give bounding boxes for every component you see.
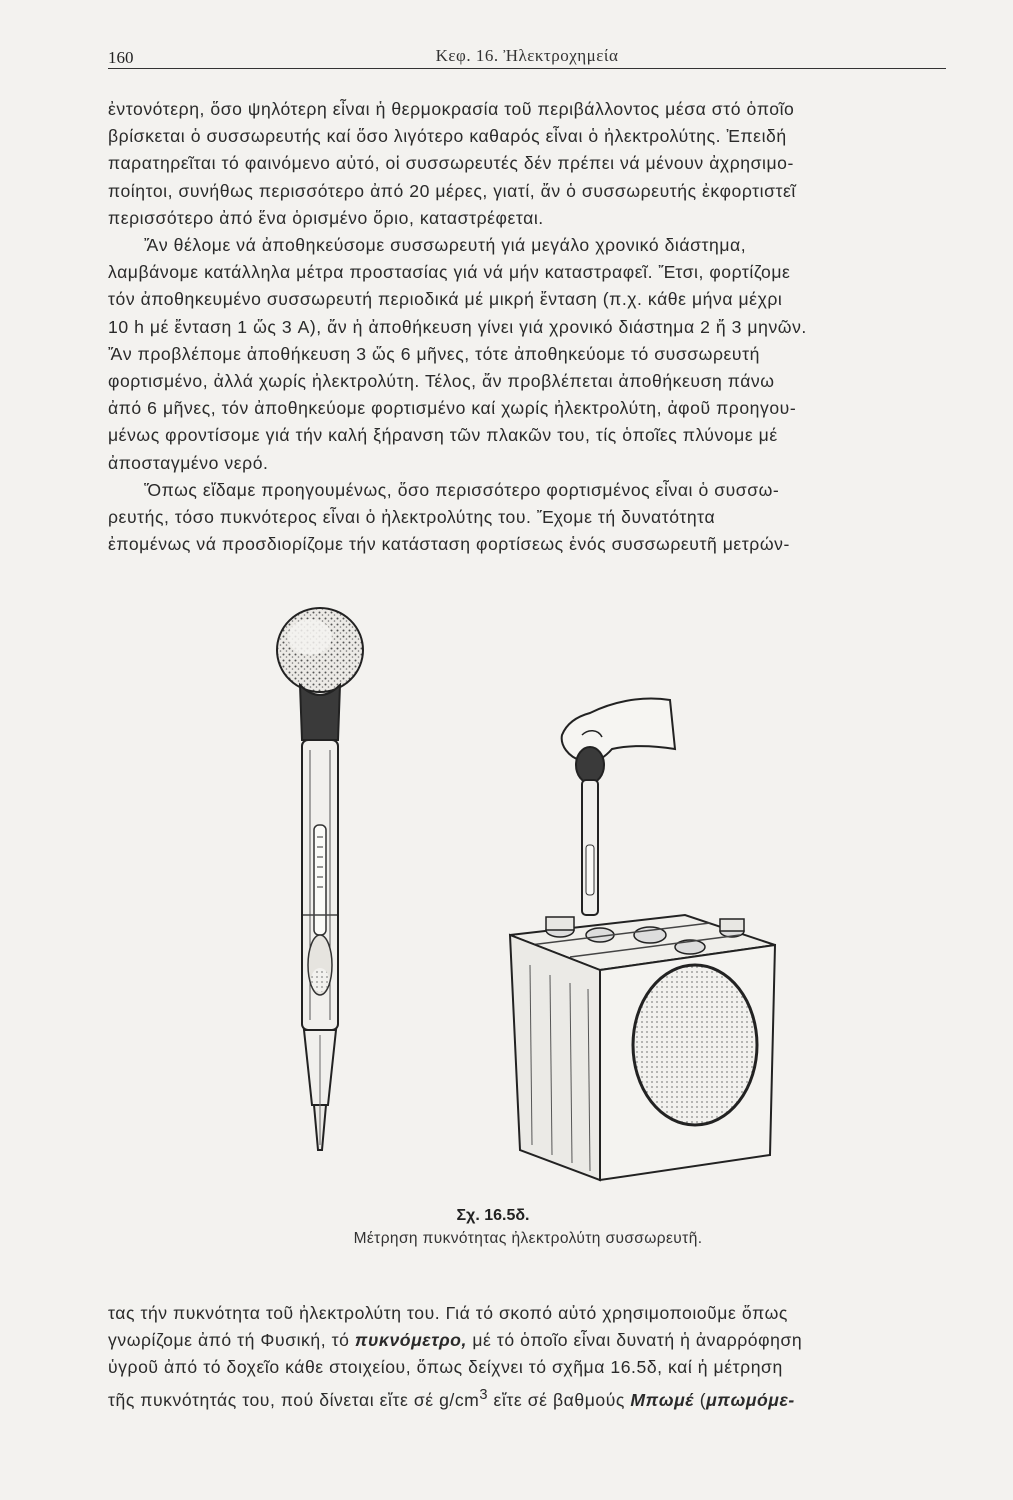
text-line: Ἄν προβλέπομε ἀποθήκευση 3 ὥς 6 μῆνες, τότε ἀποθηκεύομε τό συσσωρευτή xyxy=(108,343,760,364)
figure-caption: Μέτρηση πυκνότητας ἠλεκτρολύτη συσσωρευτῆ. xyxy=(353,1230,703,1247)
text-segment: μέ τό ὁποῖο εἶναι δυνατή ἡ ἀναρρόφηση xyxy=(466,1330,803,1351)
battery-illustration xyxy=(510,698,775,1180)
figure-hydrometer-battery xyxy=(270,605,790,1205)
term-baume: Μπωμέ xyxy=(630,1389,695,1410)
text-line: ἀποσταγμένο νερό. xyxy=(108,452,269,473)
text-line: ἀπό 6 μῆνες, τόν ἀποθηκεύομε φορτισμένο καί χωρίς ἠλεκτρολύτη, ἀφοῦ προηγου- xyxy=(108,398,797,419)
paragraph-storage xyxy=(108,232,958,477)
text-line: 10 h μέ ἔνταση 1 ὥς 3 A), ἄν ἡ ἀποθήκευση γίνει γιά χρονικό διάστημα 2 ἤ 3 μηνῶν. xyxy=(108,316,807,337)
text-segment: ( xyxy=(694,1389,707,1410)
paragraph-density xyxy=(108,477,958,559)
term-baumometer: μπωμόμε- xyxy=(706,1389,795,1410)
text-line: παρατηρεῖται τό φαινόμενο αὐτό, οἱ συσσωρευτές δέν πρέπει νά μένουν ἀχρησιμο- xyxy=(108,153,794,174)
text-line: ποίητοι, συνήθως περισσότερο ἀπό 20 μέρες, γιατί, ἄν ὁ συσσωρευτής ἐκφορτιστεῖ xyxy=(108,180,796,201)
text-line xyxy=(108,1327,958,1354)
text-line: λαμβάνομε κατάλληλα μέτρα προστασίας γιά νά μήν καταστραφεῖ. Ἔτσι, φορτίζομε xyxy=(108,262,791,283)
text-line xyxy=(108,1382,958,1414)
text-line: Ὅπως εἴδαμε προηγουμένως, ὅσο περισσότερο φορτισμένος εἶναι ὁ συσσω- xyxy=(144,479,780,500)
figure-number: Σχ. 16.5δ. xyxy=(456,1207,530,1224)
body-text-bottom xyxy=(108,1300,958,1414)
body-text-top xyxy=(108,96,958,558)
page-number: 160 xyxy=(108,48,134,67)
text-line: μένως φροντίσομε γιά τήν καλή ξήρανση τῶν πλακῶν του, τίς ὁποῖες πλύνομε μέ xyxy=(108,425,778,446)
text-line: ἐπομένως νά προσδιορίζομε τήν κατάσταση φορτίσεως ἑνός συσσωρευτῆ μετρών- xyxy=(108,534,790,555)
text-segment: εἴτε σέ βαθμούς xyxy=(488,1389,631,1410)
superscript: 3 xyxy=(479,1386,489,1403)
text-line: βρίσκεται ὁ συσσωρευτής καί ὅσο λιγότερο καθαρός εἶναι ὁ ἠλεκτρολύτης. Ἐπειδή xyxy=(108,126,787,147)
text-segment: γνωρίζομε ἀπό τή Φυσική, τό xyxy=(108,1330,355,1351)
text-line: Ἄν θέλομε νά ἀποθηκεύσομε συσσωρευτή γιά μεγάλο χρονικό διάστημα, xyxy=(144,235,747,256)
text-line: ρευτής, τόσο πυκνότερος εἶναι ὁ ἠλεκτρολύτης του. Ἔχομε τή δυνατότητα xyxy=(108,507,716,528)
text-line: περισσότερο ἀπό ἕνα ὁρισμένο ὅριο, καταστρέφεται. xyxy=(108,207,544,228)
text-line: τόν ἀποθηκευμένο συσσωρευτή περιοδικά μέ μικρή ἔνταση (π.χ. κάθε μήνα μέχρι xyxy=(108,289,783,310)
text-line: τας τήν πυκνότητα τοῦ ἠλεκτρολύτη του. Γιά τό σκοπό αὐτό χρησιμοποιοῦμε ὅπως xyxy=(108,1303,788,1323)
text-segment: τῆς πυκνότητάς του, πού δίνεται εἴτε σέ g/cm xyxy=(108,1389,480,1410)
hydrometer-illustration xyxy=(277,608,363,1150)
running-title: Κεφ. 16. Ἠλεκτροχημεία xyxy=(435,46,619,65)
term-hydrometer: πυκνόμετρο, xyxy=(354,1330,467,1351)
page-header xyxy=(108,40,946,69)
paragraph-self-discharge xyxy=(108,96,958,232)
text-line: ὑγροῦ ἀπό τό δοχεῖο κάθε στοιχείου, ὅπως δείχνει τό σχῆμα 16.5δ, καί ἡ μέτρηση xyxy=(108,1357,783,1378)
text-line: ἐντονότερη, ὅσο ψηλότερη εἶναι ἡ θερμοκρασία τοῦ περιβάλλοντος μέσα στό ὁποῖο xyxy=(108,99,795,119)
text-line: φορτισμένο, ἀλλά χωρίς ἠλεκτρολύτη. Τέλος, ἄν προβλέπεται ἀποθήκευση πάνω xyxy=(108,371,775,392)
